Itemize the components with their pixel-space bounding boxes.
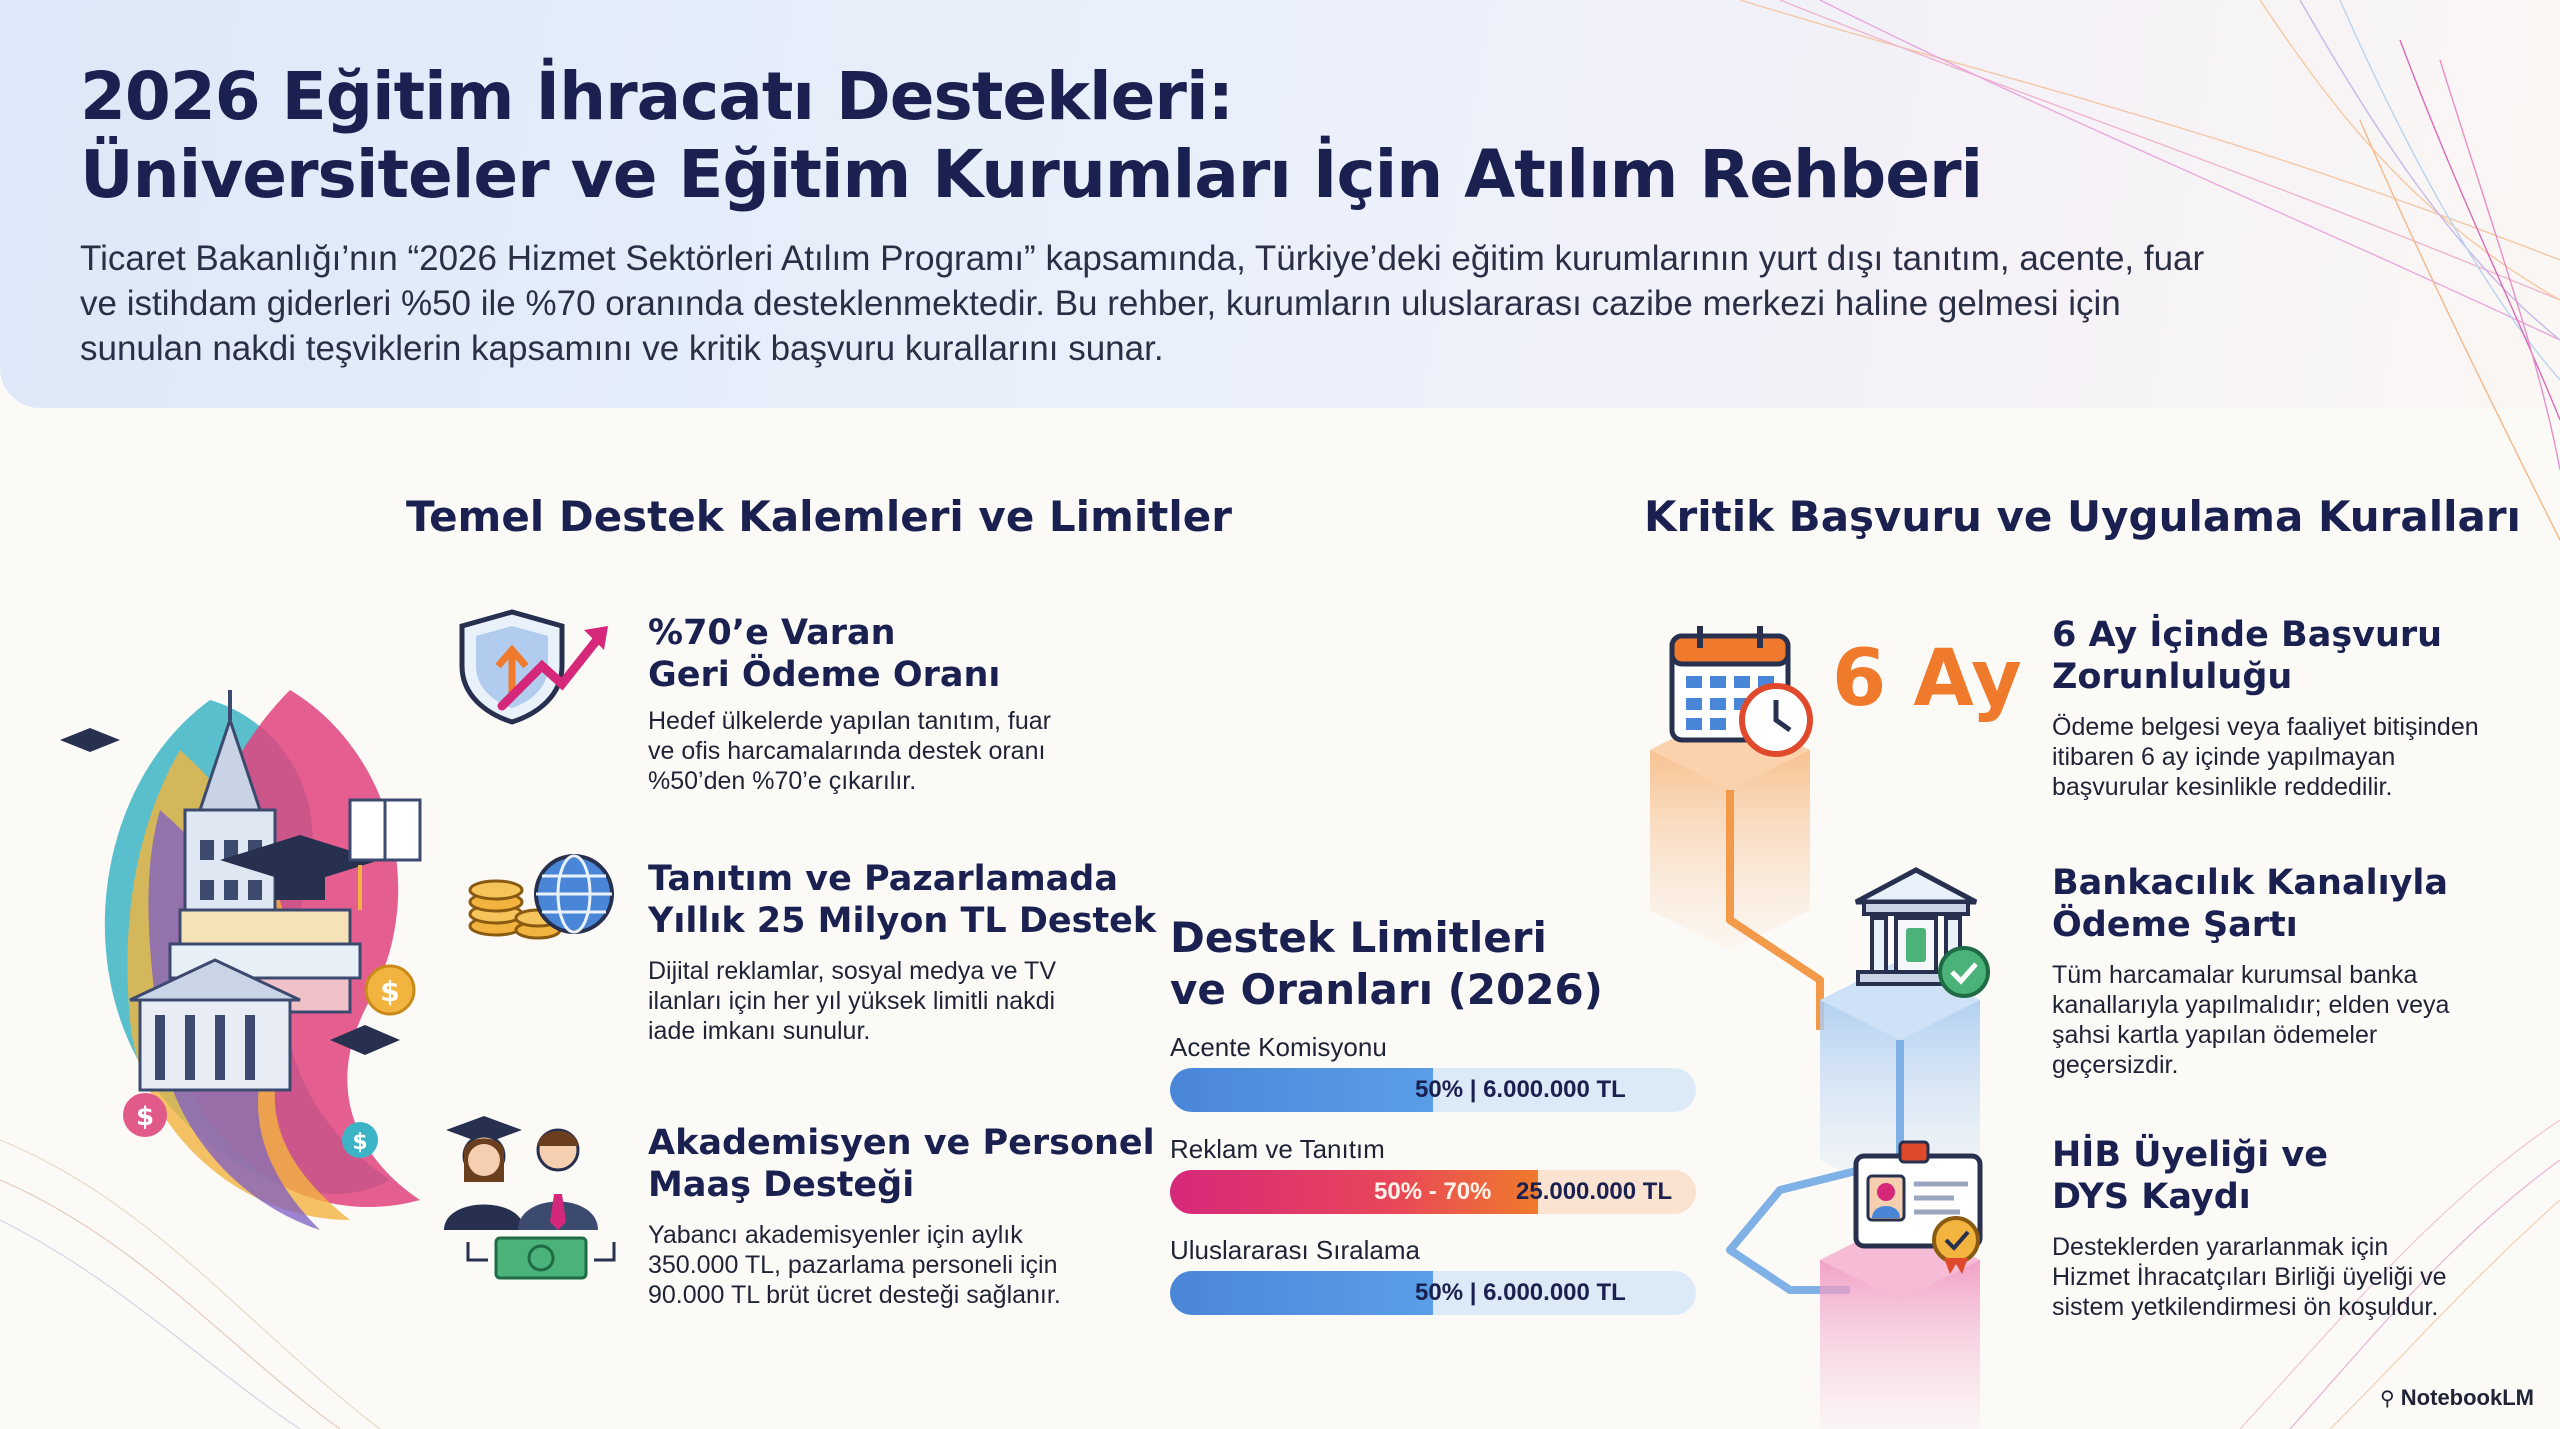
right-item-1-title: 6 Ay İçinde Başvuru Zorunluluğu: [2052, 615, 2443, 697]
svg-text:$: $: [380, 975, 400, 1008]
id-card-badge-icon: [1850, 1136, 2000, 1276]
intro-paragraph: Ticaret Bakanlığı’nın “2026 Hizmet Sektörleri Atılım Programı” kapsamında, Türkiye’deki eğitim kurumlarının yurt dışı tanıtım, acente, fuar ve istihdam giderleri %50 ile %70 oranında desteklenmektedir. Bu rehber, kurumların uluslararası cazibe merkezi haline gelmesi için sunulan nakdi teşviklerin kapsamını ve kritik başvuru kurallarını sunar.: [80, 239, 2205, 368]
bar-label-advertising: Reklam ve Tanıtım: [1170, 1134, 1385, 1164]
coins-globe-icon: [466, 848, 616, 948]
bar-fill-agency: [1170, 1068, 1433, 1112]
right-item-3-title: HİB Üyeliği ve DYS Kaydı: [2052, 1135, 2328, 1217]
bar-label-ranking: Uluslararası Sıralama: [1170, 1235, 1420, 1265]
bank-check-icon: [1850, 862, 2000, 1002]
bar-fill-ranking: [1170, 1271, 1433, 1315]
left-section-heading: Temel Destek Kalemleri ve Limitler: [406, 492, 1232, 541]
right-item-3-desc: Desteklerden yararlanmak için Hizmet İhracatçıları Birliği üyeliği ve sistem yetkilendirmesi ön koşuldur.: [2052, 1233, 2447, 1321]
left-item-3-title: Akademisyen ve Personel Maaş Desteği: [648, 1123, 1155, 1205]
bar-value-agency: 50% | 6.000.000 TL: [1415, 1076, 1626, 1103]
right-item-2-title: Bankacılık Kanalıyla Ödeme Şartı: [2052, 863, 2449, 945]
left-item-1-title: %70’e Varan Geri Ödeme Oranı: [648, 613, 1001, 695]
right-item-2-desc: Tüm harcamalar kurumsal banka kanallarıyla yapılmalıdır; elden veya şahsi kartla yapılan ödemeler geçersizdir.: [2052, 961, 2450, 1079]
bar-value-ranking: 50% | 6.000.000 TL: [1415, 1279, 1626, 1306]
page-title-line2: Üniversiteler ve Eğitim Kurumları İçin Atılım Rehberi: [80, 136, 1983, 213]
left-item-3-desc: Yabancı akademisyenler için aylık 350.000 TL, pazarlama personeli için 90.000 TL brüt ücret desteği sağlanır.: [648, 1221, 1061, 1309]
left-item-2-desc: Dijital reklamlar, sosyal medya ve TV ilanları için her yıl yüksek limitli nakdi iade imkanı sunulur.: [648, 957, 1057, 1045]
right-item-1-desc: Ödeme belgesi veya faaliyet bitişinden itibaren 6 ay içinde yapılmayan başvurular kesinlikle reddedilir.: [2052, 713, 2479, 801]
education-illustration: [60, 660, 450, 1250]
shield-growth-icon: [452, 606, 612, 726]
svg-text:$: $: [352, 1130, 368, 1155]
bar-label-agency: Acente Komisyonu: [1170, 1032, 1387, 1062]
svg-text:$: $: [135, 1102, 155, 1132]
bar-amount-advertising: 25.000.000 TL: [1516, 1178, 1673, 1205]
right-section-heading: Kritik Başvuru ve Uygulama Kuralları: [1644, 492, 2521, 541]
limits-heading: Destek Limitleri ve Oranları (2026): [1170, 913, 1603, 1014]
notebooklm-icon: ⚲: [2380, 1388, 2395, 1410]
bar-rate-advertising: 50% - 70%: [1374, 1178, 1492, 1205]
six-months-label: 6 Ay: [1832, 634, 2022, 724]
page-title-line1: 2026 Eğitim İhracatı Destekleri:: [80, 58, 1233, 135]
calendar-clock-icon: [1666, 620, 1816, 760]
left-item-1-desc: Hedef ülkelerde yapılan tanıtım, fuar ve ofis harcamalarında destek oranı %50’den %70’e çıkarılır.: [648, 707, 1052, 795]
notebooklm-brand-text: NotebookLM: [2400, 1385, 2534, 1410]
academic-staff-icon: [438, 1112, 618, 1282]
notebooklm-logo: [2380, 1385, 2534, 1411]
left-item-2-title: Tanıtım ve Pazarlamada Yıllık 25 Milyon TL Destek: [648, 859, 1157, 941]
process-path: [1630, 690, 2050, 1429]
